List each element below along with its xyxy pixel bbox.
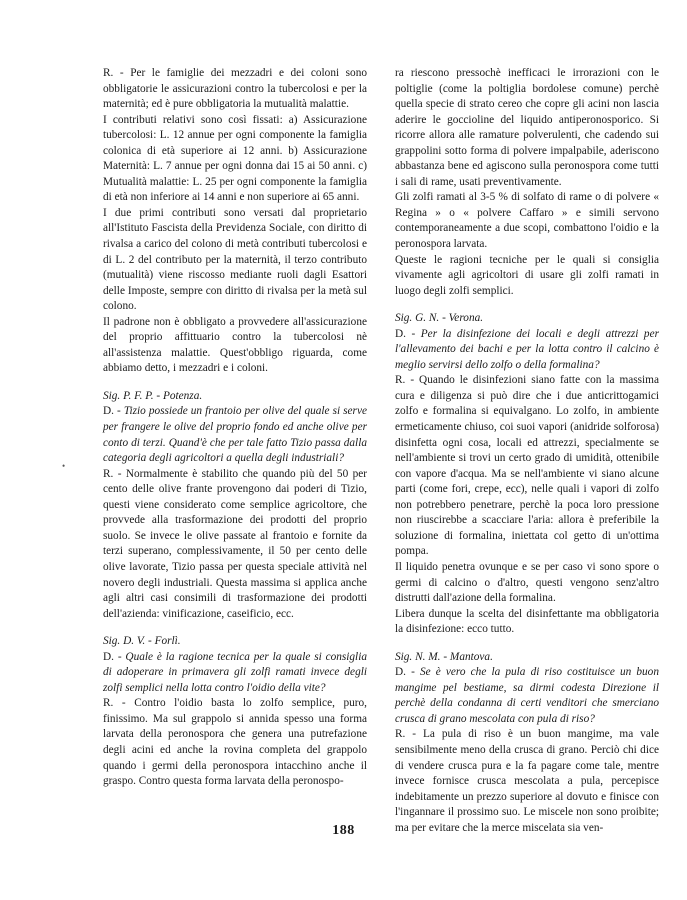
question — [103, 650, 367, 697]
paragraph: Il padrone non è obbligato a provvedere all'assicurazione del proprio affittuario contro la tubercolosi nè all'assistenza malattie. Quest'obbligo riguarda, come abbiamo detto, i mezzadri e i coloni. — [103, 315, 367, 375]
paragraph: I due primi contributi sono versati dal proprietario all'Istituto Fascista della Previdenza Sociale, con diritto di rivalsa a carico del colono di metà contributi tubercolosi e di L. 2 del contributo per la maternità, il terzo contributo (mutualità) viene riscosso mediante ruoli dagli Esattori delle Imposte, sempre con diritto di rivalsa per la metà sul colono. — [103, 206, 367, 313]
question-prefix: D. - — [395, 327, 421, 340]
question — [103, 404, 367, 466]
paragraph: Libera dunque la scelta del disinfettante ma obbligatoria la disinfezione: ecco tutto. — [395, 607, 659, 636]
right-column — [395, 66, 659, 836]
page-number: 188 — [332, 823, 355, 838]
correspondent-heading: Sig. P. F. P. - Potenza. — [103, 389, 203, 402]
question — [395, 327, 659, 374]
question-text: Tizio possiede un frantoio per olive del quale si serve per frangere le olive del proprio fondo ed anche olive per conto di terzi. Quand'è che per tale fatto Tizio passa dalla categoria degli agricoltori a quella degli industriali? — [103, 405, 367, 465]
margin-mark: • — [62, 461, 66, 471]
answer: R. - Quando le disinfezioni siano fatte con la massima cura e diligenza si può dire che i due anticrittogamici zolfo e formalina si equivalgano. Lo zolfo, in ambiente ermeticamente chiuso, coi suoi vapori (anidride solforosa) disinfetta ogni cosa, locali ed attrezzi, specialmente se nell'ambiente si trovi un certo grado di umidità, ottenibile con vapore d'acqua. Ma se nell'ambiente vi siano alcune parti (come fori, crepe, ecc), nelle quali i vapori di zolfo non potrebbero penetrare, perchè la poca loro pressione non riuscirebbe a scacciare l'aria: allora è preferibile la soluzione di formalina, iniettata col getto di un'ottima pompa. — [395, 374, 659, 558]
question — [395, 665, 659, 727]
paragraph: ra riescono pressochè inefficaci le irrorazioni con le poltiglie (come la poltiglia bordolese comune) perchè quella specie di strato cereo che copre gli acini non lascia aderire le goccioline del liquido antiperonosporico. Si ricorre allora alle ramature polverulenti, che cadendo sui grappolini sotto forma di polvere impalpabile, aderiscono abbastanza bene ed agiscono sulla peronospora come tutti i sali di rame, usati preventivamente. — [395, 67, 659, 188]
question-text: Se è vero che la pula di riso costituisce un buon mangime pel bestiame, sa dirmi codesta Direzione il perchè della condanna di certi venditori che smerciano crusca di grano mescolata con pula di riso? — [395, 666, 659, 725]
correspondent-heading: Sig. D. V. - Forlì. — [103, 635, 181, 648]
answer: R. - Contro l'oidio basta lo zolfo semplice, puro, finissimo. Ma sul grappolo si annida spesso una forma larvata della peronospora che genera una putrefazione degli acini ed anche la rovina completa del grappolo quando i germi della peronospora intacchino anche il graspo. Contro questa forma larvata della peronospo- — [103, 697, 367, 788]
question-prefix: D. - — [395, 666, 420, 679]
left-column — [103, 66, 367, 790]
answer: R. - Normalmente è stabilito che quando più del 50 per cento delle olive frante provengono dai poderi di Tizio, questi viene considerato come semplice agricoltore, che provvede alla trasformazione dei prodotti del proprio suolo. Se invece le olive passate al frantoio e fornite da terzi superano, complessivamente, il 50 per cento delle olive lavorate, Tizio passa per questa speciale attività nel novero degli industriali. Questa massima si applica anche agli altri casi consimili di trasformazione dei prodotti dell'azienda: vinificazione, caseificio, ecc. — [103, 467, 367, 620]
question-text: Quale è la ragione tecnica per la quale si consiglia di adoperare in primavera gli zolfi ramati invece degli zolfi semplici nella lotta contro l'oidio della vite? — [103, 650, 367, 694]
paragraph: R. - Per le famiglie dei mezzadri e dei coloni sono obbligatorie le assicurazioni contro la tubercolosi e per la maternità; ed è pure obbligatoria la mutualità malattie. — [103, 67, 367, 111]
correspondent-heading: Sig. N. M. - Mantova. — [395, 650, 493, 663]
question-prefix: D. - — [103, 405, 124, 418]
question-prefix: D. - — [103, 650, 126, 663]
question-text: Per la disinfezione dei locali e degli attrezzi per l'allevamento dei bachi e per la lotta contro il calcino è meglio servirsi dello zolfo o della formalina? — [395, 327, 659, 371]
answer: R. - La pula di riso è un buon mangime, ma vale sensibilmente meno della crusca di grano. Perciò chi dice di vendere crusca pura e la fa pagare come tale, mentre invece fornisce crusca mescolata a pula, percepisce indebitamente un prezzo superiore al dovuto e finisce con l'ingannare il prossimo suo. Le miscele non sono proibite; ma per evitare che la merce miscelata sia ven- — [395, 728, 659, 834]
paragraph: Gli zolfi ramati al 3-5 % di solfato di rame o di polvere « Regina » o « polvere Caffaro » e simili servono contemporaneamente a due scopi, combattono l'oidio e la peronospora larvata. — [395, 191, 659, 251]
correspondent-heading: Sig. G. N. - Verona. — [395, 312, 484, 325]
paragraph: Queste le ragioni tecniche per le quali si consiglia vivamente agli agricoltori di usare gli zolfi ramati in luogo degli zolfi semplici. — [395, 253, 659, 297]
paragraph: I contributi relativi sono così fissati: a) Assicurazione tubercolosi: L. 12 annue per ogni componente la famiglia colonica di età superiore ai 12 anni. b) Assicurazione Maternità: L. 7 annue per ogni donna dai 15 ai 50 anni. c) Mutualità malattie: L. 25 per ogni componente la famiglia di età non inferiore ai 14 anni e non superiore ai 65 anni. — [103, 113, 367, 204]
paragraph: Il liquido penetra ovunque e se per caso vi sono spore o germi di calcino o d'altro, questi vengono senz'altro distrutti dall'azione della formalina. — [395, 560, 659, 605]
